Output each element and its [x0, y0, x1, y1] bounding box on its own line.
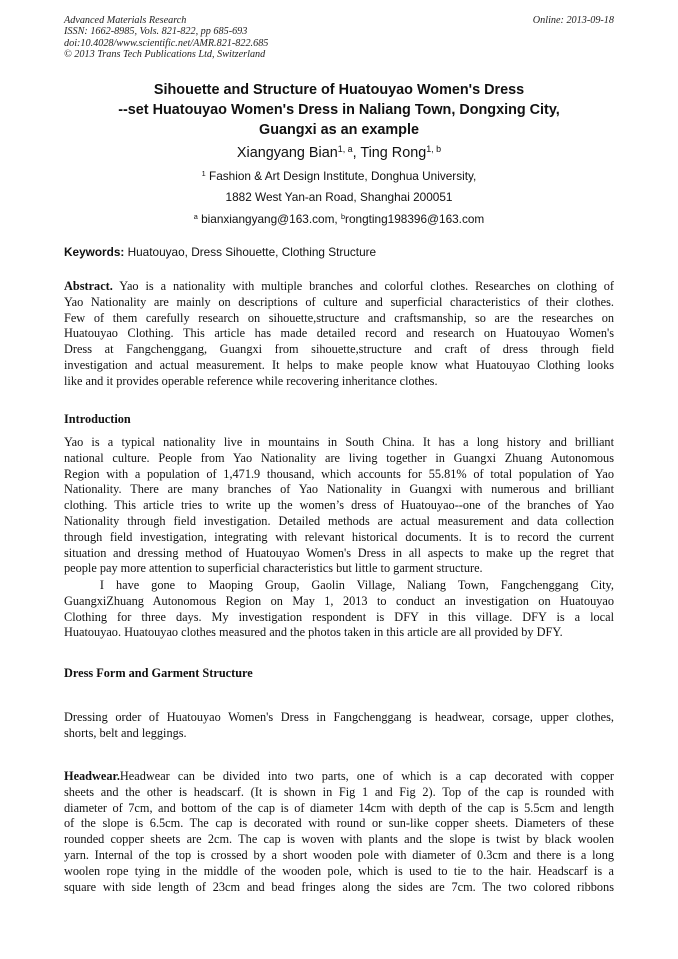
intro-line: people pay more attention to superficial characteristics but little to garment structure. — [64, 561, 483, 576]
intro-line: Nationality. There are many branches of Yao Nationality in Guangxi with numerous and brilliant — [64, 482, 614, 497]
author-separator: , — [352, 145, 361, 161]
intro-line: I have gone to Maoping Group, Gaolin Village, Naliang Town, Fangchenggang City, — [64, 578, 614, 592]
copyright-line: © 2013 Trans Tech Publications Ltd, Switzerland — [64, 48, 266, 60]
introduction-heading: Introduction — [64, 412, 131, 426]
email-a: bianxiangyang@163.com, — [197, 212, 341, 226]
headwear-line: diameter of 7cm, and bottom of the cap is of diameter 14cm with depth of the cap is 5.5cm and length — [64, 800, 614, 815]
intro-line: clothing. This article tries to write up the women’s dress of Huatouyao--one of the branches of Yao — [64, 498, 614, 513]
issn-line: ISSN: 1662-8985, Vols. 821-822, pp 685-693 — [64, 26, 248, 38]
intro-line: Region with a population of 1,471.9 thousand, which accounts for 55.81% of total population of Yao — [64, 466, 614, 481]
abstract-line: like and it provides operable reference while recovering inheritance clothes. — [64, 373, 438, 388]
email-b-marker: b — [340, 211, 346, 221]
introduction-paragraph-1 — [64, 435, 614, 577]
affiliation-line-2: 1882 West Yan-an Road, Shanghai 200051 — [225, 190, 453, 204]
dress-form-line: Dressing order of Huatouyao Women's Dress in Fangchenggang is headwear, corsage, upper clothes, — [64, 710, 614, 724]
abstract-line: investigation and actual measurement. It helps to make people know what Huatouyao Clothing looks — [64, 357, 614, 372]
author-2: Ting Rong — [360, 145, 427, 161]
abstract — [64, 279, 614, 390]
abstract-line: Yao Nationality are mainly on descriptions of culture and superficial characteristics of their clothes. — [64, 294, 614, 309]
abstract-label: Abstract. — [64, 279, 113, 293]
keywords-label: Keywords: — [64, 245, 125, 259]
author-line — [64, 145, 614, 161]
headwear-line: yarn. Internal of the top is crossed by a short wooden pole with diameter of 0.3cm and there is a long — [64, 847, 614, 862]
intro-line: Huatouyao. Huatouyao clothes measured and the photos taken in this article are all provided by DFY. — [64, 625, 563, 640]
headwear-line: sheets and the other is headscarf. (It is shown in Fig 1 and Fig 2). Top of the cap is rounded with — [64, 784, 614, 799]
headwear-text: Headwear can be divided into two parts, one of which is a cap decorated with copper — [119, 769, 614, 783]
online-date: Online: 2013-09-18 — [532, 15, 614, 26]
intro-line: Clothing for three days. My investigation respondent is DFY in this village. DFY is a local — [64, 609, 614, 624]
abstract-line: Huatouyao Clothing. This article has made detailed record and research on Huatouyao Women's — [64, 326, 614, 341]
title-line-2: --set Huatouyao Women's Dress in Naliang Town, Dongxing City, — [118, 102, 560, 118]
intro-line: Yao is a typical nationality live in mountains in South China. It has a long history and brilliant — [64, 435, 614, 449]
dress-form-line: shorts, belt and leggings. — [64, 725, 187, 740]
intro-line: situation and dressing method of Huatouyao Women's Dress in all aspects to make up the regret that — [64, 545, 614, 560]
affiliation-institute: Fashion & Art Design Institute, Donghua University, — [205, 169, 477, 183]
abstract-line: Few of them carefully research on sihouette,structure and craftsmanship, so are the researches on — [64, 310, 614, 325]
keywords — [64, 245, 376, 259]
intro-line: through field investigation, integrating with relevant historical documents. It is to record the current — [64, 529, 614, 544]
email-a-marker: a — [193, 211, 198, 221]
headwear-paragraph — [64, 769, 614, 895]
headwear-line — [64, 769, 614, 785]
headwear-line: square with side length of 23cm and bead fringes along the sides are 7cm. The two colored ribbons — [64, 879, 614, 894]
journal-name: Advanced Materials Research — [64, 15, 187, 26]
headwear-label: Headwear. — [64, 769, 120, 783]
title-line-1: Sihouette and Structure of Huatouyao Women's Dress — [153, 82, 525, 98]
doi-line: doi:10.4028/www.scientific.net/AMR.821-822.685 — [64, 37, 269, 49]
keywords-text: Huatouyao, Dress Sihouette, Clothing Structure — [124, 245, 377, 259]
intro-line: GuangxiZhuang Autonomous Region on May 1, 2013 to conduct an investigation on Huatouyao — [64, 593, 614, 608]
paper-title — [64, 80, 614, 140]
email-line — [64, 212, 614, 226]
author-1: Xiangyang Bian — [236, 145, 338, 161]
email-b: rongting198396@163.com — [345, 212, 485, 226]
headwear-line: woolen rope tying in the middle of the wooden pole, which is used to tie to the hair. Headscarf is a — [64, 863, 614, 878]
headwear-line: rounded copper sheets are 2cm. The cap is woven with plants and the slope is twist by black woolen — [64, 832, 614, 847]
affiliation-line-1 — [64, 169, 614, 183]
author-1-affil: 1, a — [337, 144, 353, 155]
author-2-affil: 1, b — [426, 144, 442, 155]
abstract-line — [64, 279, 614, 295]
intro-line: national culture. People from Yao Nationality are living together in Guangxi Zhuang Autonomous — [64, 450, 614, 465]
headwear-line: of the slope is 6.5cm. The cap is decorated with round or sun-like copper sheets. Diameters of these — [64, 816, 614, 831]
journal-header — [64, 15, 268, 60]
title-line-3: Guangxi as an example — [259, 122, 419, 138]
affiliation-number: 1 — [201, 168, 206, 178]
introduction-paragraph-2 — [64, 578, 614, 641]
dress-form-paragraph — [64, 710, 614, 742]
intro-line: Nationality through field investigation. Detailed methods are actual measurement and data collection — [64, 513, 614, 528]
dress-form-heading: Dress Form and Garment Structure — [64, 666, 253, 680]
abstract-line: Dress at Fangchenggang, Guangxi from sihouette,structure and craft of dress through field — [64, 342, 614, 357]
abstract-text: Yao is a nationality with multiple branches and colorful clothes. Researches on clothing of — [112, 279, 614, 293]
